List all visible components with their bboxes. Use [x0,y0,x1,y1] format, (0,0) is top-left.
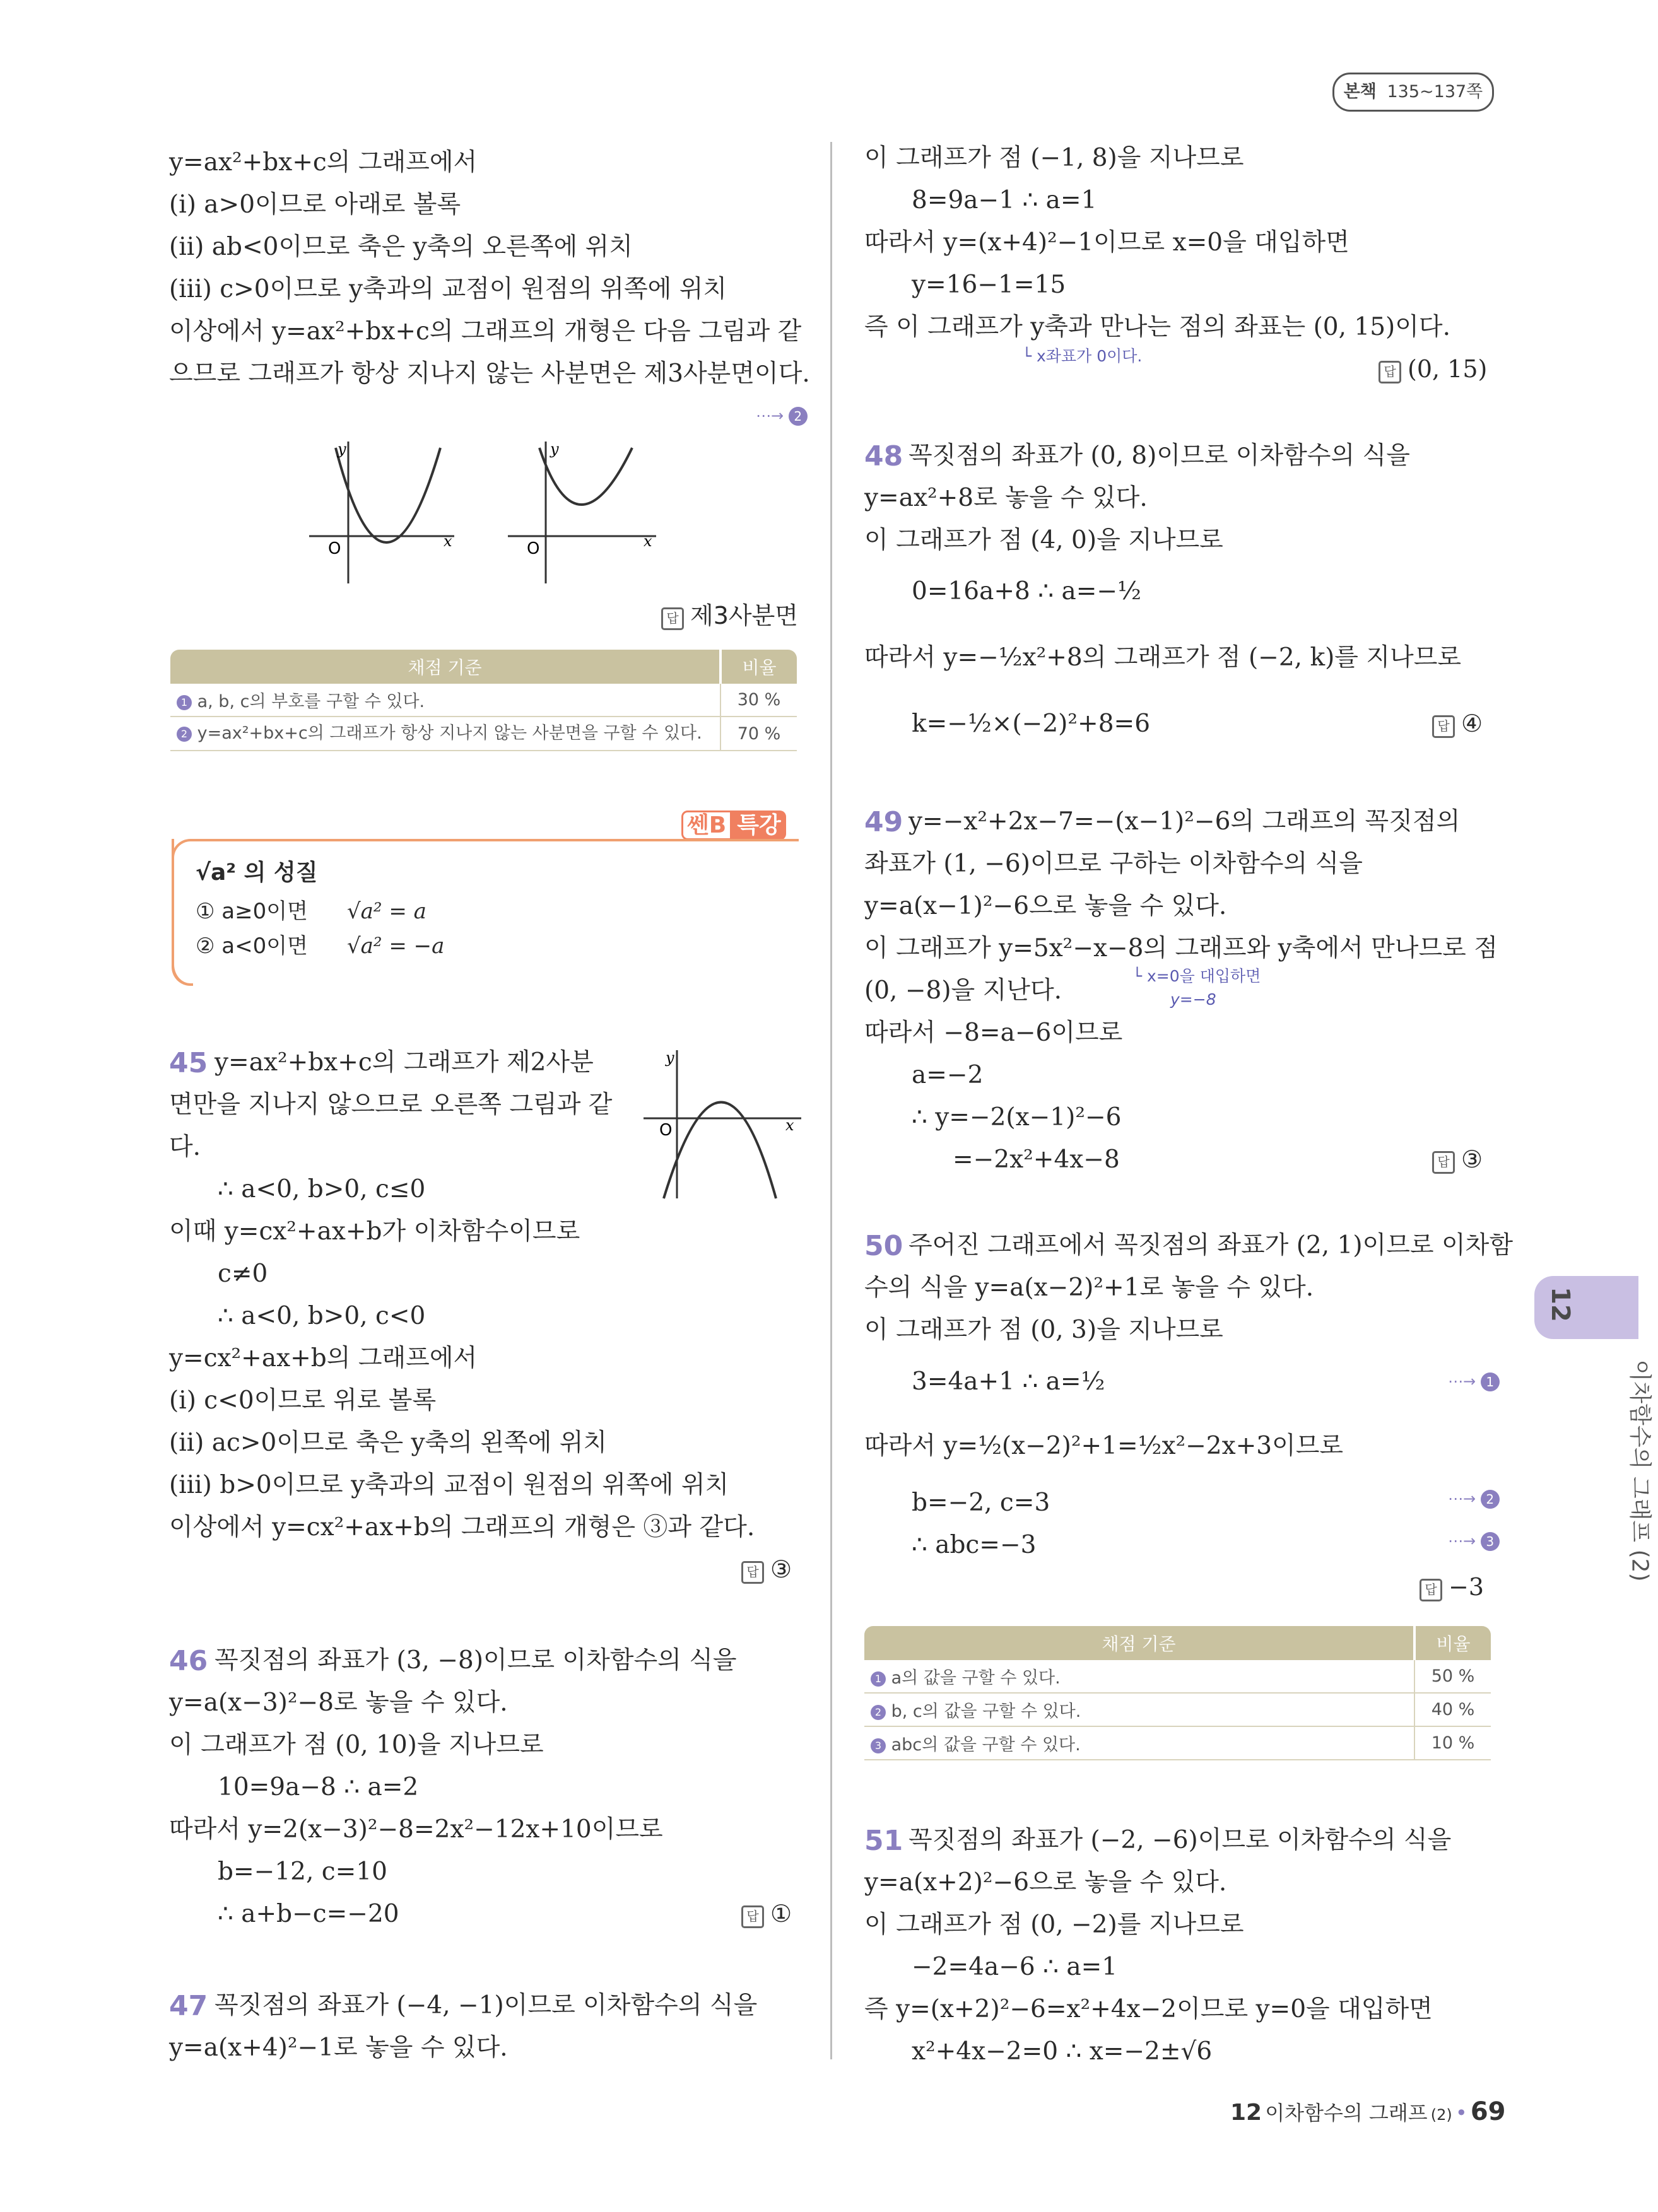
special-box-bottom [172,839,193,986]
q50-line: 이 그래프가 점 (0, 3)을 지나므로 [864,1316,1223,1344]
footer-title: 이차함수의 그래프 [1265,2101,1428,2125]
answer-q44: 답 제3사분면 [661,596,798,631]
y-axis-label: y [550,440,559,458]
answer-q47: 답 (0, 15) [1379,355,1487,383]
table-header-ratio: 비율 [720,650,797,684]
origin-label: O [328,539,341,558]
problem-number: 51 [864,1825,903,1857]
problem-number: 47 [169,1990,208,2022]
annotation: └ x좌표가 0이다. [1022,347,1143,365]
table-header-ratio: 비율 [1414,1626,1491,1660]
q45-line: (ⅲ) b>0이므로 y축과의 교점이 원점의 위쪽에 위치 [169,1471,729,1499]
q45-line: 이때 y=cx²+ax+b가 이차함수이므로 [169,1217,580,1246]
problem-number: 48 [864,440,903,472]
answer-icon: 답 [1432,715,1455,738]
q47-line: 이 그래프가 점 (−1, 8)을 지나므로 [864,144,1244,172]
q50-line: 따라서 y=½(x−2)²+1=½x²−2x+3이므로 [864,1432,1344,1460]
special-tag: 쎈B 특강 [681,807,786,840]
column-divider [830,142,832,2059]
graph-1 [309,440,454,583]
step-marker: ⋯→ 1 [1448,1372,1500,1391]
x-axis-label: x [785,1116,794,1134]
q47-line: y=16−1=15 [912,271,1066,299]
problem-number: 46 [169,1645,208,1677]
answer-icon: 답 [1432,1151,1455,1174]
problem-number: 50 [864,1230,903,1262]
q48-line: k=−½×(−2)²+8=6 [912,710,1151,738]
q45-line: 다. [169,1133,201,1161]
step-marker: ⋯→ 2 [1448,1490,1500,1509]
q45-line: (ⅰ) c<0이므로 위로 볼록 [169,1386,437,1415]
answer-q50: 답 −3 [1420,1573,1484,1601]
answer-icon: 답 [741,1561,764,1584]
answer-icon: 답 [741,1905,764,1928]
step-marker: ⋯→ 3 [1448,1532,1500,1551]
source-book: 본책 [1343,82,1377,102]
problem-number: 49 [864,806,903,838]
q47-line: 꼭짓점의 좌표가 (−4, −1)이므로 이차함수의 식을 [215,1991,758,2020]
q46-line: 이 그래프가 점 (0, 10)을 지나므로 [169,1731,544,1759]
intro-line: 으므로 그래프가 항상 지나지 않는 사분면은 제3사분면이다. [169,360,810,388]
q45-line: y=ax²+bx+c의 그래프가 제2사분 [215,1048,594,1077]
chapter-tab-title: 이차함수의 그래프 (2) [1626,1359,1653,1582]
answer-q48: 답 ④ [1432,710,1483,738]
q47-line: 8=9a−1 ∴ a=1 [912,186,1097,214]
table-header: 채점 기준 [170,650,720,684]
y-axis-label: y [666,1049,674,1067]
q46-line: y=a(x−3)²−8로 놓을 수 있다. [169,1688,508,1717]
q47-line: 따라서 y=(x+4)²−1이므로 x=0을 대입하면 [864,228,1349,257]
q51-line: −2=4a−6 ∴ a=1 [912,1953,1118,1981]
q46-line: b=−12, c=10 [218,1858,387,1886]
origin-label: O [659,1121,673,1140]
table-row: 2 b, c의 값을 구할 수 있다. 40 % [864,1693,1491,1726]
footer-chapter: 12 [1230,2100,1262,2126]
table-header: 채점 기준 [864,1626,1414,1660]
q45-line: c≠0 [218,1260,268,1288]
scoring-table-2 [864,1626,1491,1760]
y-axis-label: y [338,440,346,458]
q50-line: 수의 식을 y=a(x−2)²+1로 놓을 수 있다. [864,1273,1314,1302]
q46-line: 따라서 y=2(x−3)²−8=2x²−12x+10이므로 [169,1815,663,1844]
q48-line: 0=16a+8 ∴ a=−½ [912,577,1141,606]
intro-line: (ⅲ) c>0이므로 y축과의 교점이 원점의 위쪽에 위치 [169,275,727,303]
q49-line: 이 그래프가 y=5x²−x−8의 그래프와 y축에서 만나므로 점 [864,934,1498,963]
page-footer: 12 이차함수의 그래프 (2) • 69 [1230,2097,1506,2126]
q49-line: (0, −8)을 지난다. [864,976,1062,1005]
q50-line: ∴ abc=−3 [912,1531,1037,1559]
q51-line: y=a(x+2)²−6으로 놓을 수 있다. [864,1868,1227,1897]
q49-line: y=−x²+2x−7=−(x−1)²−6의 그래프의 꼭짓점의 [908,807,1461,836]
intro-line: (ⅱ) ab<0이므로 축은 y축의 오른쪽에 위치 [169,233,633,261]
table-row: 1 a의 값을 구할 수 있다. 50 % [864,1660,1491,1693]
step-marker: ⋯→ 2 [756,407,808,426]
q51-line: 즉 y=(x+2)²−6=x²+4x−2이므로 y=0을 대입하면 [864,1995,1433,2023]
x-axis-label: x [644,532,652,550]
intro-line: 이상에서 y=ax²+bx+c의 그래프의 개형은 다음 그림과 같 [169,317,802,346]
q50-line: 주어진 그래프에서 꼭짓점의 좌표가 (2, 1)이므로 이차함 [908,1231,1513,1260]
q51-line: 꼭짓점의 좌표가 (−2, −6)이므로 이차함수의 식을 [908,1826,1452,1854]
table-row: 3 abc의 값을 구할 수 있다. 10 % [864,1726,1491,1760]
q45-line: ∴ a<0, b>0, c<0 [218,1302,426,1330]
q45-line: 이상에서 y=cx²+ax+b의 그래프의 개형은 ③과 같다. [169,1513,755,1542]
q48-line: 꼭짓점의 좌표가 (0, 8)이므로 이차함수의 식을 [908,442,1410,470]
q46-line: ∴ a+b−c=−20 [218,1900,399,1928]
q48-line: 따라서 y=−½x²+8의 그래프가 점 (−2, k)를 지나므로 [864,643,1462,672]
q49-line: =−2x²+4x−8 [953,1145,1120,1174]
special-line: ① a≥0이면 [196,899,308,924]
q45-line: ∴ a<0, b>0, c≤0 [218,1175,426,1203]
q47-line: 즉 이 그래프가 y축과 만나는 점의 좌표는 (0, 15)이다. [864,313,1451,341]
special-title: √a² 의 성질 [196,860,318,886]
graph-2 [508,440,656,583]
answer-icon: 답 [1420,1579,1442,1601]
q48-line: y=ax²+8로 놓을 수 있다. [864,484,1148,512]
answer-q46: 답 ① [741,1900,792,1928]
parabola-graphs [303,435,669,593]
q49-line: 좌표가 (1, −6)이므로 구하는 이차함수의 식을 [864,850,1363,878]
q50-line: b=−2, c=3 [912,1489,1050,1517]
source-badge [1332,73,1494,112]
q45-line: y=cx²+ax+b의 그래프에서 [169,1344,478,1372]
intro-line: (ⅰ) a>0이므로 아래로 볼록 [169,190,461,219]
q45-line: (ⅱ) ac>0이므로 축은 y축의 왼쪽에 위치 [169,1429,608,1457]
source-pages: 135~137쪽 [1387,82,1483,102]
annotation: y=−8 [1170,990,1216,1009]
answer-icon: 답 [661,607,684,630]
intro-line: y=ax²+bx+c의 그래프에서 [169,148,478,177]
special-line: √a² = −a [347,933,445,959]
q46-line: 꼭짓점의 좌표가 (3, −8)이므로 이차함수의 식을 [215,1646,737,1675]
chapter-tab-number: 12 [1545,1287,1575,1322]
q51-line: 이 그래프가 점 (0, −2)를 지나므로 [864,1911,1244,1939]
page-number: 69 [1470,2097,1506,2126]
footer-sub: (2) [1430,2106,1452,2124]
table-row: 1 a, b, c의 부호를 구할 수 있다. 30 % [170,684,797,717]
annotation: └ x=0을 대입하면 [1132,967,1261,985]
scoring-table-1 [170,650,797,751]
origin-label: O [527,539,540,558]
x-axis-label: x [444,532,452,550]
q48-line: 이 그래프가 점 (4, 0)을 지나므로 [864,526,1223,554]
special-line: √a² = a [347,899,426,924]
answer-icon: 답 [1379,361,1401,383]
table-row: 2 y=ax²+bx+c의 그래프가 항상 지나지 않는 사분면을 구할 수 있다. 70 % [170,717,797,751]
q47-line: y=a(x+4)²−1로 놓을 수 있다. [169,2034,508,2062]
answer-q49: 답 ③ [1432,1145,1483,1174]
q49-line: ∴ y=−2(x−1)²−6 [912,1103,1122,1132]
special-line: ② a<0이면 [196,933,308,959]
q51-line: x²+4x−2=0 ∴ x=−2±√6 [912,2037,1213,2066]
q45-line: 면만을 지나지 않으므로 오른쪽 그림과 같 [169,1091,613,1119]
problem-number: 45 [169,1047,208,1079]
q50-line: 3=4a+1 ∴ a=½ [912,1367,1105,1396]
q49-line: a=−2 [912,1061,984,1089]
q49-line: y=a(x−1)²−6으로 놓을 수 있다. [864,892,1227,920]
q49-line: 따라서 −8=a−6이므로 [864,1019,1123,1047]
q45-graph [637,1044,808,1202]
q46-line: 10=9a−8 ∴ a=2 [218,1773,419,1801]
answer-q45: 답 ③ [741,1555,792,1584]
